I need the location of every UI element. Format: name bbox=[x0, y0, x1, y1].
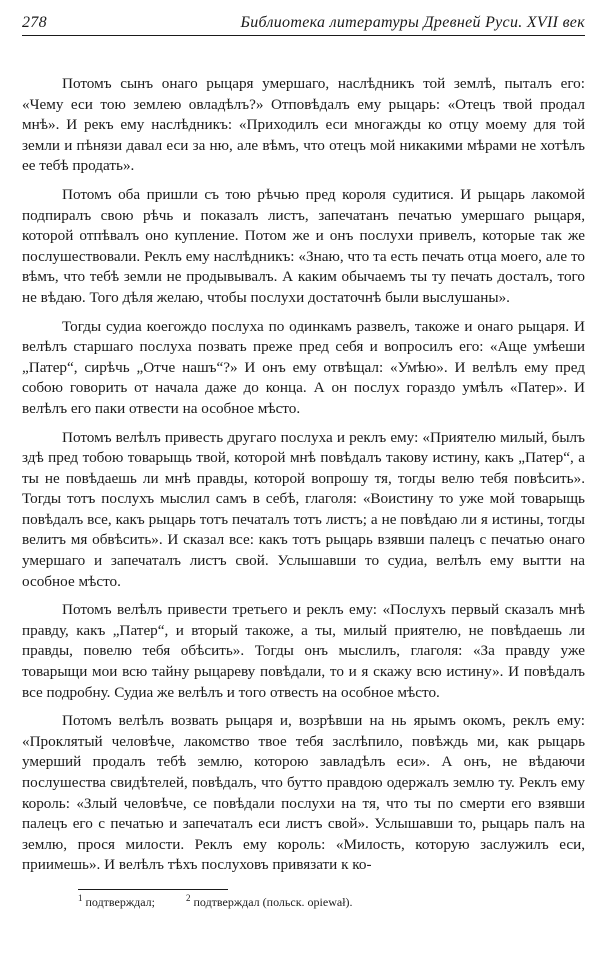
footnote bbox=[186, 892, 367, 909]
book-page bbox=[22, 14, 585, 964]
footnote-divider bbox=[78, 889, 228, 890]
paragraph: Потомъ велѣлъ возвать рыцаря и, возрѣвши на нь ярымъ окомъ, реклъ ему: «Проклятый человѣче, лакомство твое тебя заслѣпило, повѣждь ми, как рыцарь умерший продалъ тебѣ землю, которою завладѣлъ еси». А онъ, не вѣдаючи послушества свидѣтелей, повѣдалъ, что бутто правдою одержалъ землю ту. Реклъ ему король: «Злый человѣче, се повѣдали послухи на тя, что ты по смерти его взявши палецъ его с печатью и запечаталъ еси листъ свой». Услышавши то, рыцарь палъ на землю, прося милости. Реклъ ему король: «Милость, которую заслужилъ еси, приимешь». И велѣлъ тѣхъ послуховъ привязати к ко- bbox=[22, 712, 585, 874]
footnote-marker: 2 bbox=[186, 892, 191, 903]
running-title: Библиотека литературы Древней Руси. XVII век bbox=[240, 14, 585, 31]
paragraph: Тогды судиа коегождо послуха по одинкамъ развелъ, такожe и онаго рыцаря. И велѣлъ старшаго послуха позвать прежe пред себя и вопросилъ его: «Аще умѣеши „Патер“, сирѣчь „Отче нашъ“?» И онъ ему отвѣщал: «Умѣю». И велѣлъ ему пред собою говорить от начала даже до конца. А он послух гораздо умѣлъ «Патер». И велѣлъ его паки отвести на особное мѣсто. bbox=[22, 317, 585, 417]
footnote-text: подтверждал; bbox=[85, 894, 155, 909]
footnote bbox=[78, 892, 169, 909]
page-number: 278 bbox=[22, 14, 47, 31]
footnote-marker: 1 bbox=[78, 892, 83, 903]
paragraph: Потомъ сынъ онаго рыцаря умершаго, наслѣдникъ той землѣ, пыталъ его: «Чему еси тою землею овладѣлъ?» Отповѣдалъ ему рыцарь: «Отецъ твой продал мнѣ». И рекъ ему наслѣдникъ: «Приходилъ еси многажды ко отцу моему для той земли и пѣнязи давал еси за ню, але вѣмъ, что отецъ мой никакими мѣрами не хотѣлъ ее тебѣ продать». bbox=[22, 75, 585, 175]
paragraph: Потомъ оба пришли съ тою рѣчью пред короля судитися. И рыцарь лакомой подпиралъ свою рѣчь и показалъ листъ, запечатанъ печатью умершаго рыцаря, которой отпѣвалъ оно купление. Потом же и онъ послухи привелъ, которые так же послушествовали. Реклъ ему наслѣдникъ: «Знаю, что та есть печать отца моего, але то вѣмъ, что тебѣ земли не продывывалъ. А каким обычаемъ ты ту печать досталъ, того не вѣдаю. Того дѣля желаю, чтобы послухи достаточнѣ были выслушаны». bbox=[22, 185, 585, 306]
footnote-text: подтверждал (польск. opiewał). bbox=[193, 894, 353, 909]
main-text bbox=[22, 74, 585, 876]
footnotes bbox=[78, 892, 585, 910]
running-header bbox=[22, 14, 585, 36]
paragraph: Потомъ велѣлъ привесть другаго послуха и реклъ ему: «Приятелю милый, былъ здѣ пред тобою товарыщь твой, которой мнѣ повѣдалъ такову истину, какъ „Патер“, а ты не повѣдаешь ли мнѣ правды, которой вопрошу тя, тогды велю тебя повѣсить». Тогды тотъ послухъ мыслил самъ в себѣ, глаголя: «Воистину то уже мой товарыщь повѣдалъ все, какъ рыцарь тотъ печаталъ тотъ листъ; а не повѣдаю ли я истины, тогды велитъ мя обвѣсить». И сказал все: какъ тотъ рыцарь взявши палецъ с печатью онаго умершаго и запечаталъ листъ свой. Услышавши то судиа, велѣлъ ему вытти на особное мѣсто. bbox=[22, 428, 585, 590]
paragraph: Потомъ велѣлъ привести третьего и реклъ ему: «Послухъ первый сказалъ мнѣ правду, какъ „Патер“, и вторый такожe, а ты, милый приятелю, не повѣдаешь ли правды, повелю тебя обѣсить». Тогды онъ мыслилъ, глаголя: «За правду уже товарыщи мои всю тайну рыцареву повѣдали, то и я скажу всю истину». И повѣдалъ все подробну. Судиа же велѣлъ и того отвесть на особное мѣсто. bbox=[22, 601, 585, 701]
